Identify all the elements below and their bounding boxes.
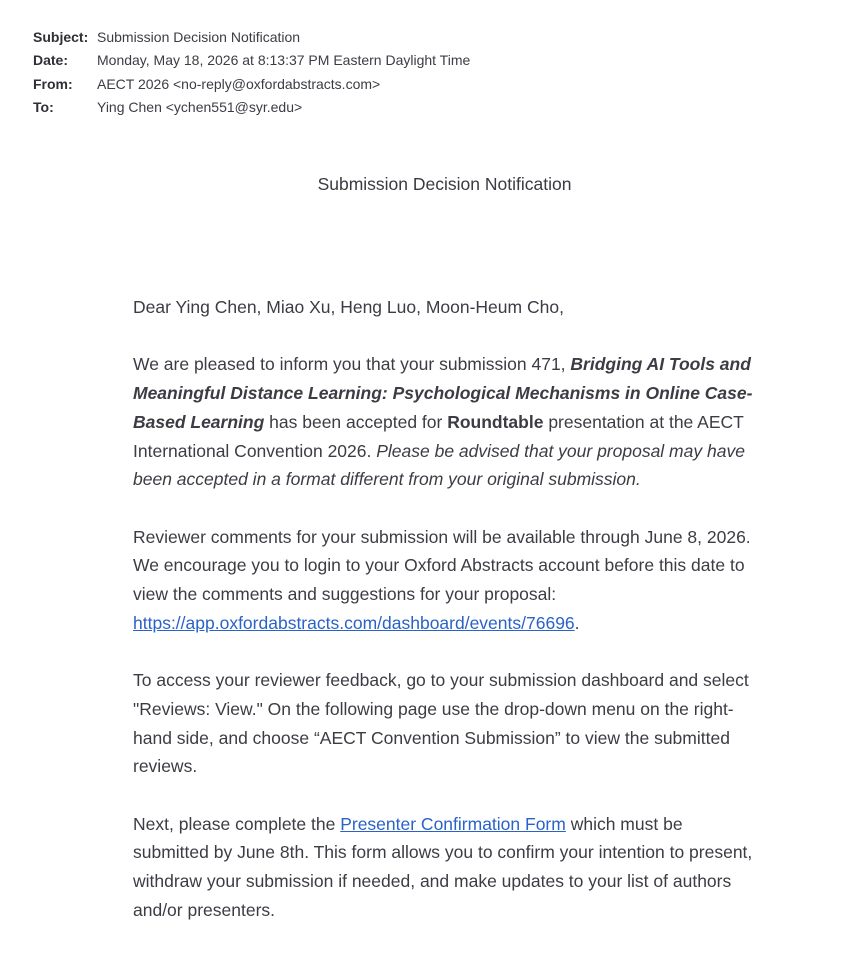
reviewer-comments-paragraph <box>133 523 758 638</box>
from-row <box>33 73 470 96</box>
acceptance-paragraph <box>133 350 758 494</box>
email-headers <box>33 26 470 119</box>
confirmation-intro: Next, please complete the <box>133 813 341 834</box>
date-row <box>33 49 470 72</box>
reviewer-comments-end: . <box>574 612 580 633</box>
reviewer-comments-text: Reviewer comments for your submission will be available through June 8, 2026. We encourage you to login to your Oxford Abstracts account before this date to view the comments and suggestions for your proposal: <box>133 526 751 604</box>
accepted-text: has been accepted for <box>264 411 448 432</box>
confirmation-paragraph <box>133 810 758 925</box>
greeting: Dear Ying Chen, Miao Xu, Heng Luo, Moon-Heum Cho, <box>133 297 564 317</box>
to-value: Ying Chen <ychen551@syr.edu> <box>97 98 303 115</box>
subject-value: Submission Decision Notification <box>97 29 301 45</box>
format-advisory: Please be advised that your proposal may have been accepted in a format different from your original submission. <box>133 440 745 490</box>
confirmation-details: which must be submitted by June 8th. This form allows you to confirm your intention to present, withdraw your submission if needed, and make updates to your list of authors and/or presenters. <box>133 813 753 920</box>
to-row <box>33 96 470 119</box>
email-title: Submission Decision Notification <box>317 174 572 194</box>
to-label: To: <box>33 98 54 115</box>
paper-title: Bridging AI Tools and Meaningful Distance Learning: Psychological Mechanisms in Online Case-Based Learning <box>133 354 753 432</box>
date-label: Date: <box>33 52 69 69</box>
subject-row <box>33 26 470 49</box>
convention-text: presentation at the AECT International Convention 2026. <box>133 411 744 461</box>
dashboard-link[interactable]: https://app.oxfordabstracts.com/dashboard/events/76696 <box>133 612 575 633</box>
subject-label: Subject: <box>33 29 89 45</box>
reviewer-feedback-instructions: To access your reviewer feedback, go to your submission dashboard and select "Reviews: View." On the following page use the drop-down menu on the right-hand side, and choose “AECT Convention Submission” to view the submitted reviews. <box>133 670 749 777</box>
email-body <box>133 293 758 953</box>
presentation-format: Roundtable <box>447 411 544 432</box>
acceptance-intro: We are pleased to inform you that your submission 471, <box>133 354 571 375</box>
date-value: Monday, May 18, 2026 at 8:13:37 PM Eastern Daylight Time <box>97 52 471 69</box>
from-value: AECT 2026 <no-reply@oxfordabstracts.com> <box>97 75 381 92</box>
from-label: From: <box>33 75 73 92</box>
presenter-confirmation-form-link[interactable]: Presenter Confirmation Form <box>340 813 566 834</box>
